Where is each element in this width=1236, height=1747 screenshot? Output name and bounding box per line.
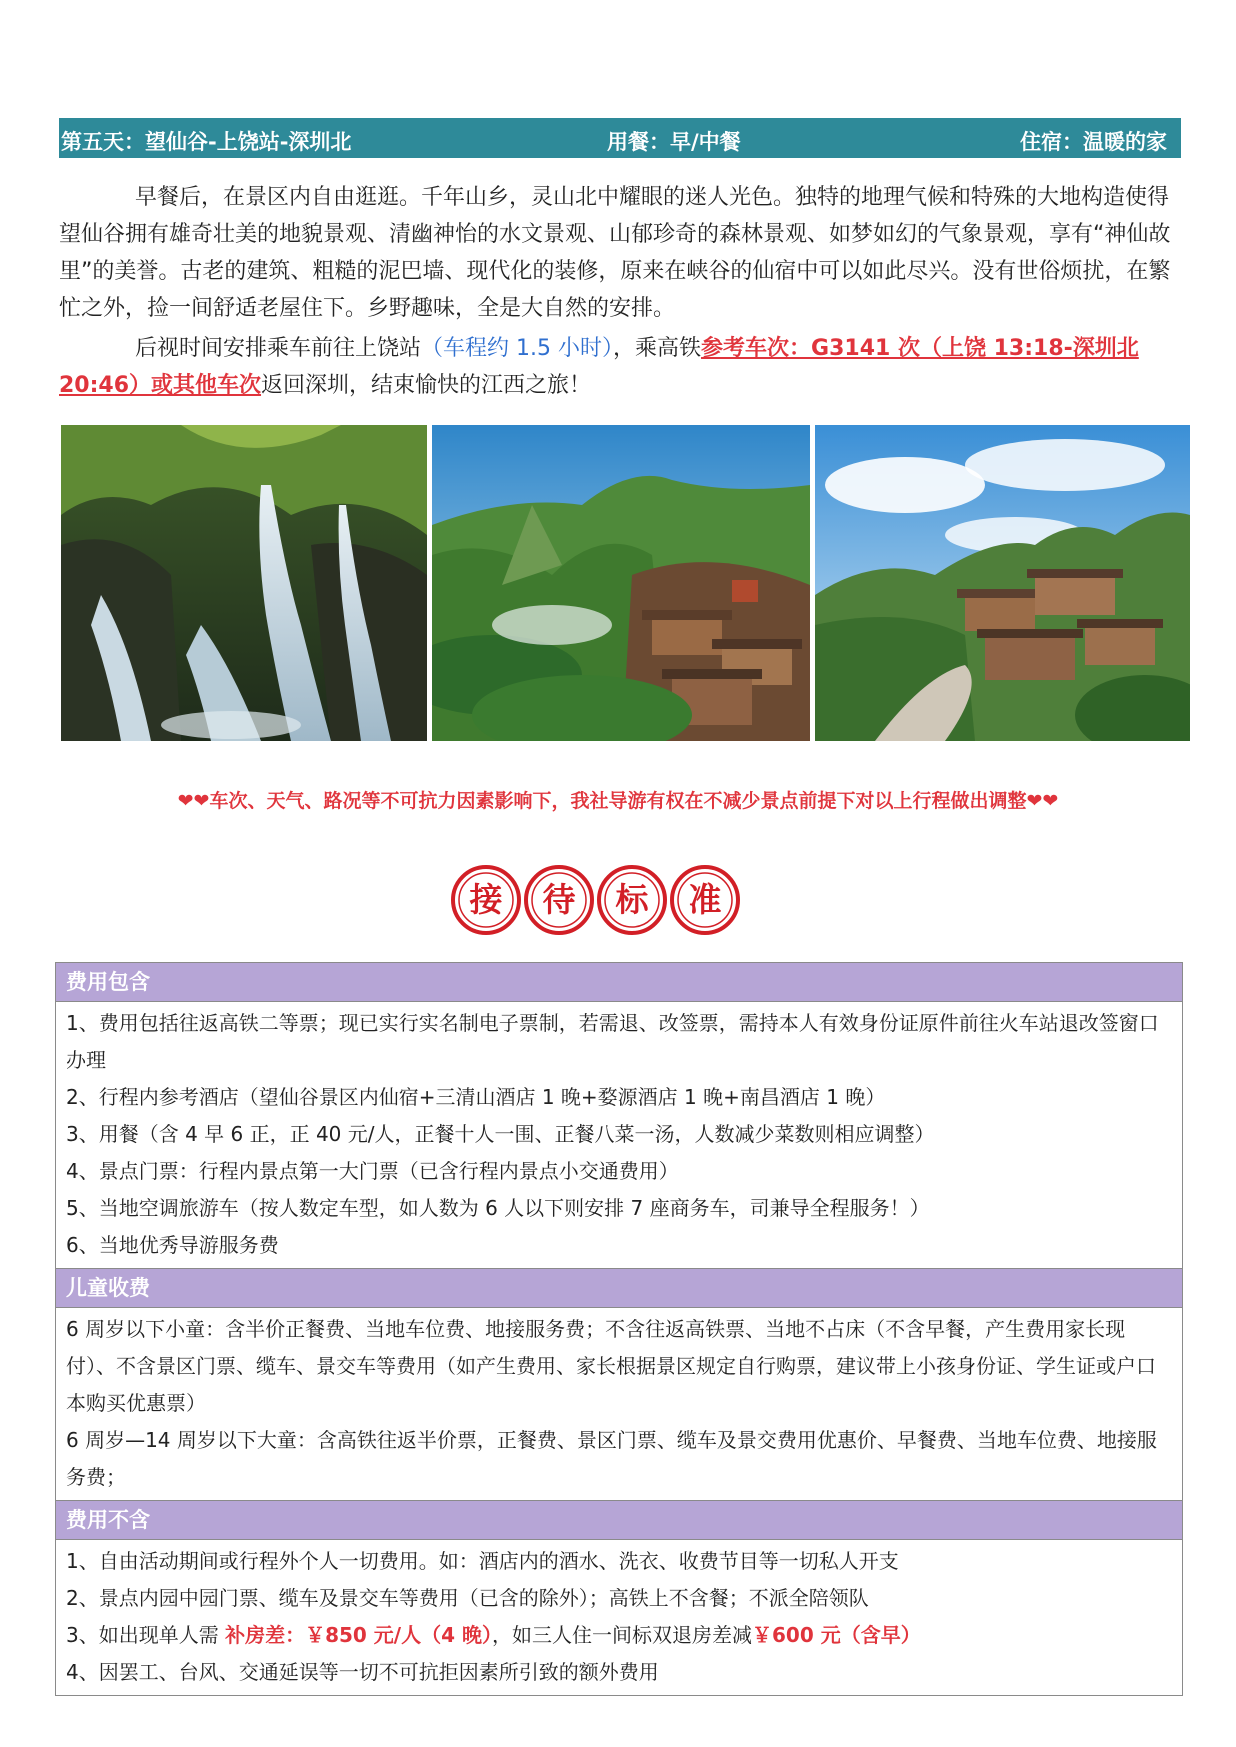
- p2-text-3: 返回深圳，结束愉快的江西之旅！: [261, 373, 592, 398]
- day-accommodation: 住宿：温暖的家: [1020, 130, 1167, 154]
- p2-drive-time: （车程约 1.5 小时）: [421, 336, 613, 361]
- stamp-char-4: 准: [669, 864, 741, 936]
- excluded-item: 2、景点内园中园门票、缆车及景交车等费用（已含的除外）；高铁上不含餐；不派全陪领队: [66, 1586, 869, 1610]
- excluded-item: 1、自由活动期间或行程外个人一切费用。如：酒店内的酒水、洗衣、收费节目等一切私人开支: [66, 1549, 899, 1573]
- excluded-item: 3、如出现单人需 补房差：￥850 元/人（4 晚），如三人住一间标双退房差减￥600 元（含早）: [66, 1623, 921, 1647]
- section-excluded-body: [56, 1540, 1182, 1695]
- section-included-body: [56, 1002, 1182, 1269]
- included-item: 5、当地空调旅游车（按人数定车型，如人数为 6 人以下则安排 7 座商务车，司兼导全程服务！）: [66, 1196, 930, 1220]
- day-header-bar: [59, 118, 1181, 158]
- children-item: 6 周岁—14 周岁以下大童：含高铁往返半价票，正餐费、景区门票、缆车及景交费用优惠价、早餐费、当地车位费、地接服务费；: [66, 1428, 1157, 1489]
- intro-paragraph-2: [59, 330, 1183, 404]
- stamp-char-1: 接: [450, 864, 522, 936]
- day-title: 第五天：望仙谷-上饶站-深圳北: [61, 130, 352, 154]
- stamp-char-3: 标: [596, 864, 668, 936]
- children-item: 6 周岁以下小童：含半价正餐费、当地车位费、地接服务费；不含往返高铁票、当地不占床（不含早餐，产生费用家长现付）、不含景区门票、缆车、景交车等费用（如产生费用、家长根据景区规定自行购票，建议带上小孩身份证、学生证或户口本购买优惠票）: [66, 1317, 1156, 1415]
- p2-text-2: ，乘高铁: [613, 336, 702, 361]
- hillside-village-photo: [815, 425, 1190, 741]
- stamp-char-2: 待: [523, 864, 595, 936]
- section-children-title: 儿童收费: [56, 1269, 1182, 1308]
- p2-train-reference: 参考车次：G3141 次（上饶 13:18-深圳北 20:46）或其他车次: [59, 336, 1139, 398]
- heart-icon-right: ❤❤: [1026, 790, 1059, 812]
- heart-icon-left: ❤❤: [177, 790, 210, 812]
- section-children-body: [56, 1308, 1182, 1501]
- triple-room-refund: ￥600 元（含早）: [752, 1623, 921, 1647]
- section-excluded-title: 费用不含: [56, 1501, 1182, 1540]
- notice-text: 车次、天气、路况等不可抗力因素影响下，我社导游有权在不减少景点前提下对以上行程做出调整: [209, 790, 1027, 812]
- reception-standard-title: [450, 864, 750, 948]
- waterfall-photo: [61, 425, 427, 741]
- single-room-supplement: 补房差：￥850 元/人（4 晚）: [225, 1623, 492, 1647]
- included-item: 1、费用包括往返高铁二等票；现已实行实名制电子票制，若需退、改签票，需持本人有效身份证原件前往火车站退改签窗口办理: [66, 1011, 1159, 1072]
- intro-paragraph-1: 早餐后，在景区内自由逛逛。千年山乡，灵山北中耀眼的迷人光色。独特的地理气候和特殊的大地构造使得望仙谷拥有雄奇壮美的地貌景观、清幽神怡的水文景观、山郁珍奇的森林景观、如梦如幻的气象景观，享有“神仙故里”的美誉。古老的建筑、粗糙的泥巴墙、现代化的装修，原来在峡谷的仙宿中可以如此尽兴。没有世俗烦扰，在繁忙之外，捡一间舒适老屋住下。乡野趣味，全是大自然的安排。: [59, 185, 1171, 321]
- excluded-item: 4、因罢工、台风、交通延误等一切不可抗拒因素所引致的额外费用: [66, 1660, 659, 1684]
- itinerary-notice: [0, 786, 1236, 813]
- day-meal: 用餐：早/中餐: [607, 130, 741, 154]
- p2-text-1: 后视时间安排乘车前往上饶站: [135, 336, 422, 361]
- section-included-title: 费用包含: [56, 963, 1182, 1002]
- mountain-village-photo: [432, 425, 810, 741]
- fee-table: [55, 962, 1183, 1696]
- included-item: 2、行程内参考酒店（望仙谷景区内仙宿+三清山酒店 1 晚+婺源酒店 1 晚+南昌酒店 1 晚）: [66, 1085, 886, 1109]
- included-item: 6、当地优秀导游服务费: [66, 1233, 279, 1257]
- included-item: 3、用餐（含 4 早 6 正，正 40 元/人，正餐十人一围、正餐八菜一汤，人数减少菜数则相应调整）: [66, 1122, 935, 1146]
- included-item: 4、景点门票：行程内景点第一大门票（已含行程内景点小交通费用）: [66, 1159, 679, 1183]
